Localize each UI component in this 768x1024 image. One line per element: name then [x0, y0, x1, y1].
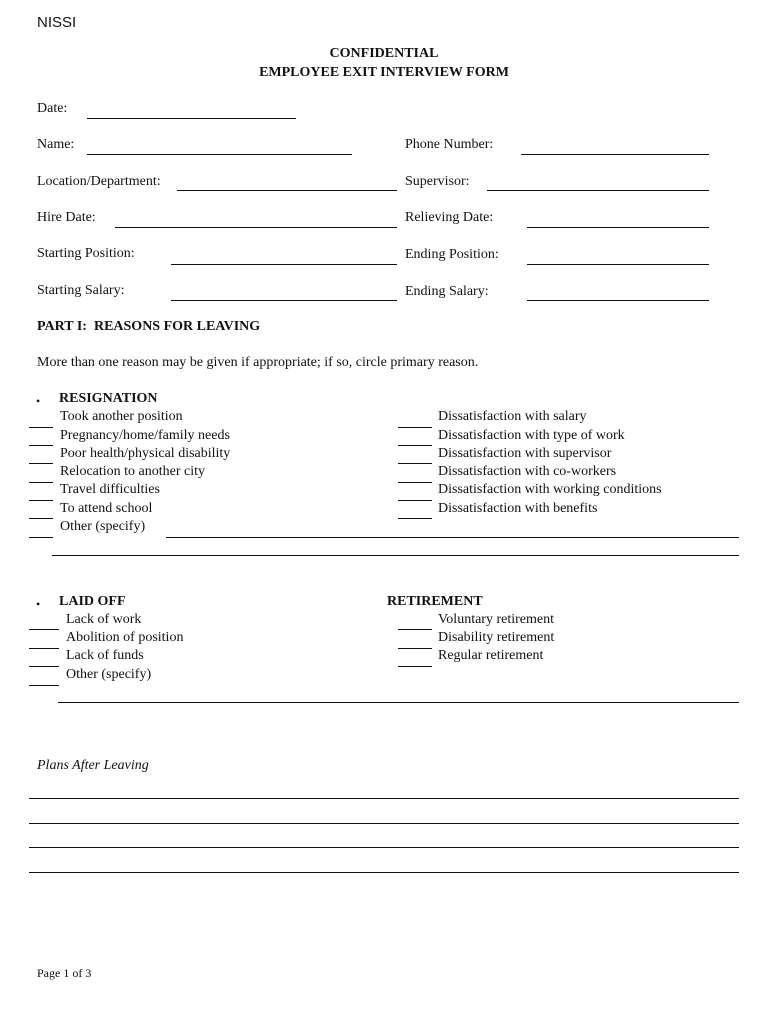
plans-blank-3[interactable] [29, 847, 739, 848]
resignation-check-4[interactable] [29, 482, 53, 483]
laid-off-item-1: Lack of work [66, 612, 142, 627]
dissatisfaction-item-2: Dissatisfaction with type of work [438, 428, 625, 443]
retirement-heading: RETIREMENT [387, 594, 483, 609]
phone-label: Phone Number: [405, 137, 494, 152]
resignation-item-6: To attend school [60, 501, 153, 516]
retirement-item-1: Voluntary retirement [438, 612, 554, 627]
phone-blank[interactable] [521, 154, 709, 155]
starting-position-label: Starting Position: [37, 246, 135, 261]
dissatisfaction-check-2[interactable] [398, 445, 432, 446]
part1-heading: PART I: REASONS FOR LEAVING [37, 319, 261, 334]
hire-date-blank[interactable] [115, 227, 397, 228]
relieving-date-label: Relieving Date: [405, 210, 494, 225]
part1-instruction: More than one reason may be given if appropriate; if so, circle primary reason. [37, 355, 479, 370]
resignation-other-blank-2[interactable] [52, 555, 739, 556]
resignation-item-5: Travel difficulties [60, 482, 160, 497]
location-department-label: Location/Department: [37, 174, 161, 189]
dissatisfaction-check-4[interactable] [398, 482, 432, 483]
supervisor-label: Supervisor: [405, 174, 470, 189]
starting-salary-label: Starting Salary: [37, 283, 125, 298]
plans-blank-1[interactable] [29, 798, 739, 799]
resignation-check-7[interactable] [29, 537, 53, 538]
part1-title: REASONS FOR LEAVING [93, 319, 261, 334]
retirement-check-2[interactable] [398, 648, 432, 649]
laid-off-item-4: Other (specify) [66, 667, 152, 682]
dissatisfaction-check-1[interactable] [398, 427, 432, 428]
laid-off-check-2[interactable] [29, 648, 59, 649]
resignation-item-2: Pregnancy/home/family needs [60, 428, 230, 443]
resignation-item-1: Took another position [60, 409, 183, 424]
laid-off-item-3: Lack of funds [66, 648, 144, 663]
laid-off-item-2: Abolition of position [66, 630, 184, 645]
confidential-label: CONFIDENTIAL [329, 46, 439, 61]
dissatisfaction-check-5[interactable] [398, 500, 432, 501]
retirement-check-3[interactable] [398, 666, 432, 667]
hire-date-label: Hire Date: [37, 210, 96, 225]
part1-prefix: PART I [37, 319, 83, 334]
resignation-bullet: • [36, 394, 41, 408]
laid-off-bullet: • [36, 597, 41, 611]
laid-off-check-1[interactable] [29, 629, 59, 630]
date-blank[interactable] [87, 118, 296, 119]
resignation-check-1[interactable] [29, 427, 53, 428]
resignation-item-4: Relocation to another city [60, 464, 206, 479]
resignation-item-3: Poor health/physical disability [60, 446, 231, 461]
supervisor-blank[interactable] [487, 190, 709, 191]
laid-off-heading: LAID OFF [59, 594, 126, 609]
dissatisfaction-check-6[interactable] [398, 518, 432, 519]
resignation-other-blank-1[interactable] [166, 537, 739, 538]
ending-salary-label: Ending Salary: [405, 284, 489, 299]
retirement-item-3: Regular retirement [438, 648, 544, 663]
ending-salary-blank[interactable] [527, 300, 709, 301]
resignation-check-6[interactable] [29, 518, 53, 519]
name-blank[interactable] [87, 154, 352, 155]
starting-position-blank[interactable] [171, 264, 397, 265]
plans-heading: Plans After Leaving [37, 758, 149, 773]
resignation-check-2[interactable] [29, 445, 53, 446]
dissatisfaction-item-4: Dissatisfaction with co-workers [438, 464, 617, 479]
name-label: Name: [37, 137, 75, 152]
form-title: EMPLOYEE EXIT INTERVIEW FORM [259, 65, 509, 80]
laid-off-check-4[interactable] [29, 685, 59, 686]
plans-blank-4[interactable] [29, 872, 739, 873]
dissatisfaction-item-1: Dissatisfaction with salary [438, 409, 587, 424]
dissatisfaction-item-3: Dissatisfaction with supervisor [438, 446, 612, 461]
ending-position-label: Ending Position: [405, 247, 499, 262]
location-department-blank[interactable] [177, 190, 397, 191]
date-label: Date: [37, 101, 68, 116]
dissatisfaction-check-3[interactable] [398, 463, 432, 464]
relieving-date-blank[interactable] [527, 227, 709, 228]
resignation-check-5[interactable] [29, 500, 53, 501]
plans-blank-2[interactable] [29, 823, 739, 824]
resignation-check-3[interactable] [29, 463, 53, 464]
retirement-check-1[interactable] [398, 629, 432, 630]
dissatisfaction-item-5: Dissatisfaction with working conditions [438, 482, 662, 497]
dissatisfaction-item-6: Dissatisfaction with benefits [438, 501, 598, 516]
org-name: NISSI [37, 14, 77, 31]
starting-salary-blank[interactable] [171, 300, 397, 301]
ending-position-blank[interactable] [527, 264, 709, 265]
laid-off-check-3[interactable] [29, 666, 59, 667]
laid-off-other-blank[interactable] [58, 702, 739, 703]
resignation-item-7: Other (specify) [60, 519, 146, 534]
resignation-heading: RESIGNATION [59, 391, 158, 406]
page-number: Page 1 of 3 [37, 966, 92, 980]
retirement-item-2: Disability retirement [438, 630, 555, 645]
